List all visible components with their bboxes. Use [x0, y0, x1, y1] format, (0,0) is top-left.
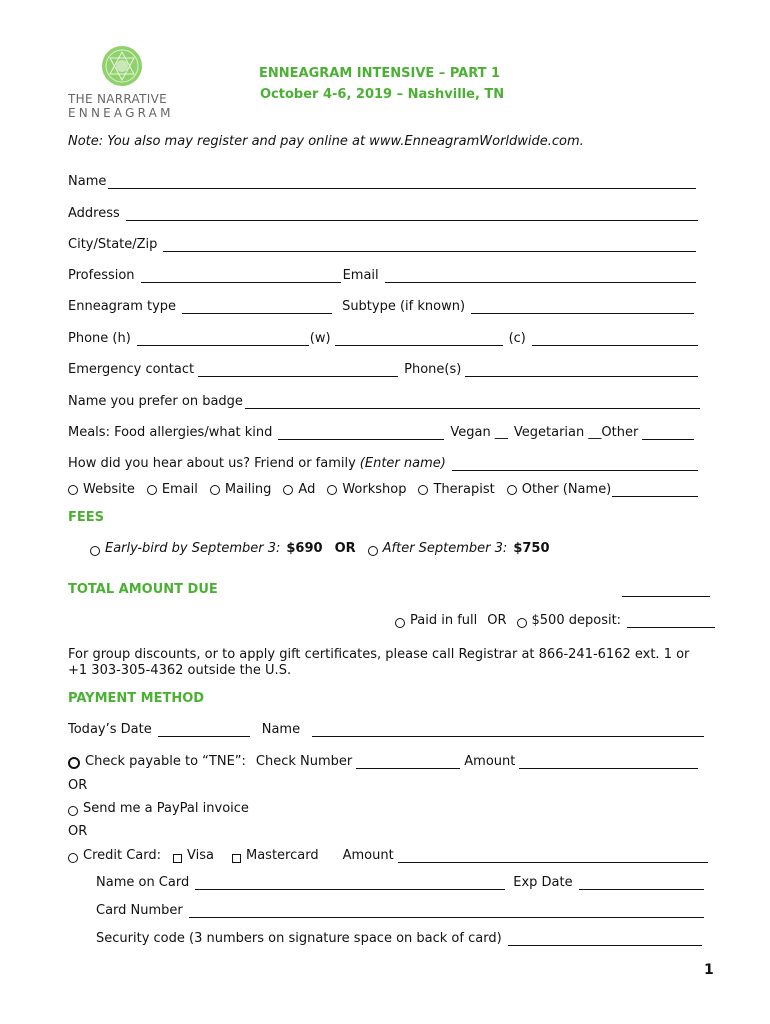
referral-row: [68, 456, 700, 471]
email-label: Email: [342, 268, 379, 283]
meals-row: [68, 425, 696, 440]
or-divider-1: OR: [68, 778, 88, 793]
vegan-label: Vegan __: [450, 425, 508, 440]
address-field[interactable]: [126, 207, 698, 221]
source-ad-label: Ad: [298, 482, 316, 497]
source-mailing[interactable]: [210, 482, 272, 497]
paypal-label: Send me a PayPal invoice: [83, 801, 249, 816]
enneagram-logo-icon: [100, 44, 144, 88]
fees-heading: FEES: [68, 510, 105, 525]
vegetarian-label: Vegetarian __Other: [513, 425, 639, 440]
after-radio-icon[interactable]: [368, 546, 378, 556]
phone-work-field[interactable]: [335, 333, 503, 346]
emergency-field[interactable]: [198, 364, 398, 377]
deposit-label: $500 deposit:: [531, 613, 622, 628]
radio-icon: [418, 485, 428, 495]
source-other-label: Other (Name): [521, 482, 612, 497]
fees-or: OR: [334, 541, 356, 556]
paid-full-radio-icon[interactable]: [395, 618, 405, 628]
mastercard-label: Mastercard: [246, 848, 319, 863]
deposit-field[interactable]: [627, 615, 715, 628]
address-row: [68, 206, 700, 221]
page-title: ENNEAGRAM INTENSIVE – PART 1: [259, 66, 501, 81]
name-label: Name: [68, 174, 107, 189]
phone-home-field[interactable]: [137, 333, 309, 346]
subtype-label: Subtype (if known): [342, 299, 466, 314]
name-on-card-field[interactable]: [195, 877, 505, 890]
source-website-label: Website: [83, 482, 135, 497]
total-heading: TOTAL AMOUNT DUE: [68, 582, 218, 597]
source-therapist-label: Therapist: [433, 482, 495, 497]
after-label: After September 3:: [382, 541, 508, 556]
emergency-phone-label: Phone(s): [404, 362, 462, 377]
city-label: City/State/Zip: [68, 237, 158, 252]
source-email-label: Email: [161, 482, 198, 497]
source-therapist[interactable]: [418, 482, 494, 497]
name-on-card-row: [96, 875, 706, 890]
check-row: [68, 754, 700, 769]
source-mailing-label: Mailing: [224, 482, 272, 497]
page-number: 1: [704, 962, 714, 978]
badge-field[interactable]: [245, 395, 700, 409]
address-label: Address: [68, 206, 120, 221]
logo-line-1: THE NARRATIVE: [68, 92, 167, 106]
check-radio-icon[interactable]: [68, 757, 80, 769]
phone-row: [68, 331, 700, 346]
card-number-label: Card Number: [96, 903, 183, 918]
type-row: [68, 299, 696, 314]
referral-field[interactable]: [452, 457, 698, 471]
date-name-row: [68, 722, 706, 737]
check-amount-field[interactable]: [519, 755, 698, 769]
email-field[interactable]: [385, 269, 696, 283]
radio-icon: [283, 485, 293, 495]
emergency-phone-field[interactable]: [465, 363, 698, 377]
group-note-line-1: For group discounts, or to apply gift certificates, please call Registrar at 866-241-6162 ext. 1 or: [68, 647, 690, 662]
radio-icon: [507, 485, 517, 495]
radio-icon: [210, 485, 220, 495]
source-website[interactable]: [68, 482, 135, 497]
city-field[interactable]: [163, 238, 696, 252]
emergency-row: [68, 362, 700, 377]
phone-cell-field[interactable]: [532, 332, 698, 346]
logo-line-2: ENNEAGRAM: [68, 106, 174, 120]
profession-label: Profession: [68, 268, 135, 283]
card-number-row: [96, 903, 706, 918]
credit-card-row: [68, 848, 710, 863]
after-price: $750: [513, 541, 550, 556]
check-number-label: Check Number: [255, 754, 353, 769]
todays-date-label: Today’s Date: [68, 722, 152, 737]
exp-date-field[interactable]: [579, 876, 704, 890]
phone-work-label: (w): [309, 331, 331, 346]
mastercard-checkbox-icon[interactable]: [232, 854, 241, 863]
profession-field[interactable]: [141, 270, 341, 283]
paid-or: OR: [487, 613, 507, 628]
check-label: Check payable to “TNE”:: [85, 754, 246, 769]
card-number-field[interactable]: [189, 904, 704, 918]
paypal-radio-icon[interactable]: [68, 806, 78, 816]
check-number-field[interactable]: [356, 756, 460, 769]
total-amount-field[interactable]: [622, 584, 710, 597]
source-workshop[interactable]: [327, 482, 406, 497]
subtype-field[interactable]: [471, 300, 694, 314]
cc-amount-label: Amount: [342, 848, 394, 863]
phone-home-label: Phone (h): [68, 331, 131, 346]
radio-icon: [327, 485, 337, 495]
exp-date-label: Exp Date: [513, 875, 573, 890]
early-bird-label: Early-bird by September 3:: [105, 541, 281, 556]
credit-radio-icon[interactable]: [68, 853, 78, 863]
source-workshop-label: Workshop: [342, 482, 407, 497]
registration-note: Note: You also may register and pay online at www.EnneagramWorldwide.com.: [68, 134, 584, 149]
security-code-field[interactable]: [508, 932, 702, 946]
radio-icon: [68, 485, 78, 495]
referral-hint: (Enter name): [359, 456, 446, 471]
enneagram-type-label: Enneagram type: [68, 299, 177, 314]
meals-label: Meals: Food allergies/what kind: [68, 425, 273, 440]
early-bird-radio-icon[interactable]: [90, 546, 100, 556]
radio-icon: [147, 485, 157, 495]
source-email[interactable]: [147, 482, 198, 497]
payer-name-field[interactable]: [312, 723, 704, 737]
city-row: [68, 237, 698, 252]
logo: [66, 44, 181, 124]
source-other-field[interactable]: [612, 483, 698, 497]
payment-method-heading: PAYMENT METHOD: [68, 691, 205, 706]
badge-row: [68, 394, 702, 409]
source-other[interactable]: [507, 482, 612, 497]
enneagram-type-field[interactable]: [182, 301, 332, 314]
profession-row: [68, 268, 698, 283]
check-amount-label: Amount: [464, 754, 516, 769]
visa-checkbox-icon[interactable]: [173, 854, 182, 863]
phone-cell-label: (c): [508, 331, 526, 346]
deposit-radio-icon[interactable]: [517, 618, 527, 628]
meals-field[interactable]: [278, 427, 444, 440]
name-on-card-label: Name on Card: [96, 875, 190, 890]
event-date-location: October 4-6, 2019 – Nashville, TN: [260, 87, 505, 102]
referral-label: How did you hear about us? Friend or family: [68, 456, 356, 471]
name-row: [68, 174, 698, 189]
todays-date-field[interactable]: [158, 724, 250, 737]
badge-label: Name you prefer on badge: [68, 394, 243, 409]
emergency-label: Emergency contact: [68, 362, 195, 377]
credit-card-label: Credit Card:: [83, 848, 162, 863]
name-field[interactable]: [108, 175, 696, 189]
fees-row: [90, 541, 550, 556]
sources-row: [68, 482, 700, 497]
paypal-row: [68, 801, 249, 816]
payment-amount-row: [395, 613, 715, 628]
cc-amount-field[interactable]: [398, 849, 708, 863]
visa-label: Visa: [187, 848, 214, 863]
payer-name-label: Name: [261, 722, 301, 737]
paid-full-label: Paid in full: [410, 613, 478, 628]
other-meal-field[interactable]: [642, 426, 694, 440]
early-bird-price: $690: [286, 541, 323, 556]
group-note-line-2: +1 303-305-4362 outside the U.S.: [68, 663, 292, 678]
or-divider-2: OR: [68, 824, 88, 839]
security-code-label: Security code (3 numbers on signature space on back of card): [96, 931, 502, 946]
security-code-row: [96, 931, 704, 946]
source-ad[interactable]: [283, 482, 315, 497]
